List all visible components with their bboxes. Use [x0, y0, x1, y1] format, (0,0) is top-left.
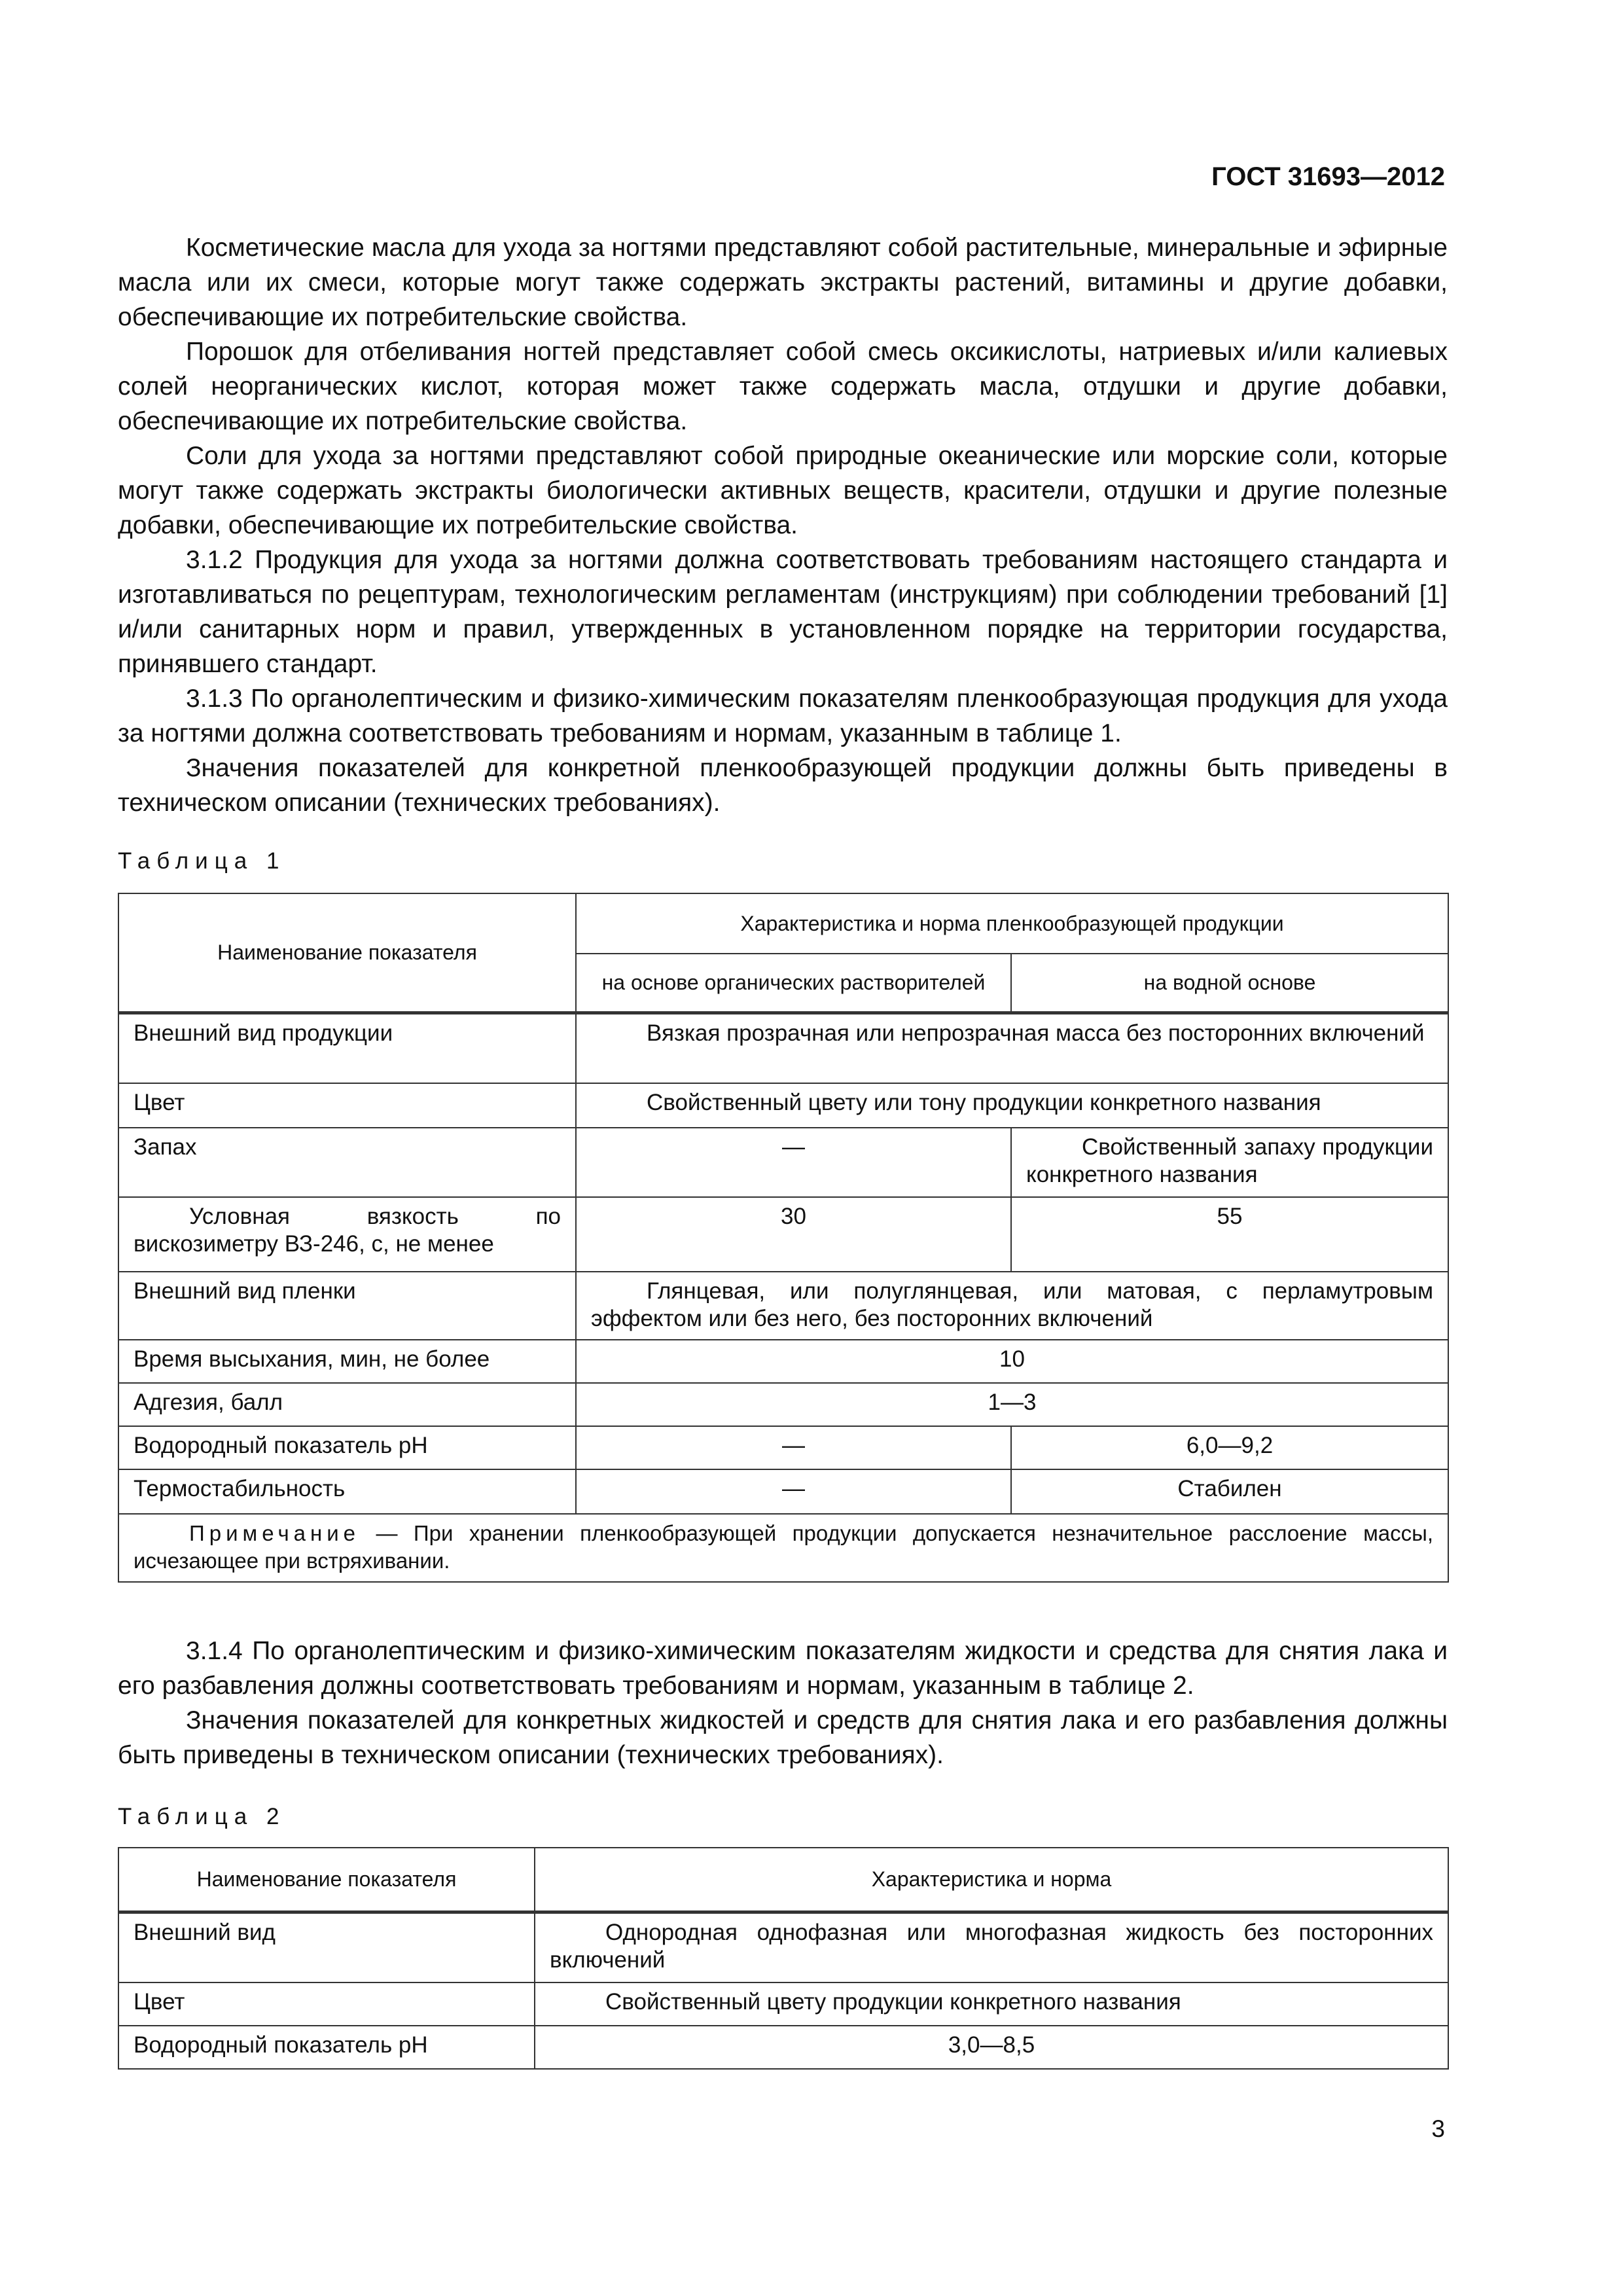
table1-cell-organic: 30	[576, 1197, 1011, 1272]
table1-cell-value: 1—3	[576, 1383, 1448, 1426]
table-row	[118, 1197, 1448, 1272]
paragraph-3-1-3: 3.1.3 По органолептическим и физико-химическим показателям пленкообразующая продукция для ухода за ногтями должна соответствовать требованиям и нормам, указанным в таблице 1.	[118, 685, 1448, 747]
table1-cell-name: Внешний вид продукции	[118, 1013, 576, 1083]
table1-cell-value: Свойственный цвету или тону продукции конкретного названия	[576, 1083, 1448, 1128]
paragraph-values-table1: Значения показателей для конкретной пленкообразующей продукции должны быть приведены в техническом описании (технических требованиях).	[118, 754, 1448, 817]
table1-cell-name: Водородный показатель рН	[118, 1426, 576, 1469]
paragraph-3-1-4: 3.1.4 По органолептическим и физико-химическим показателям жидкости и средства для снятия лака и его разбавления должны соответствовать требованиям и нормам, указанным в таблице 2.	[118, 1637, 1448, 1700]
table1-cell-organic: —	[576, 1426, 1011, 1469]
table-row	[118, 1340, 1448, 1383]
paragraph-3-1-2: 3.1.2 Продукция для ухода за ногтями должна соответствовать требованиям настоящего стандарта и изготавливаться по рецептурам, технологическим регламентам (инструкциям) при соблюдении требований [1] и/или санитарных норм и правил, утвержденных в установленном порядке на территории государства, принявшего стандарт.	[118, 546, 1448, 678]
intro-text	[118, 230, 1448, 820]
table1-note-row	[118, 1514, 1448, 1582]
table2-cell-name: Водородный показатель рН	[118, 2026, 535, 2069]
table2-header-name: Наименование показателя	[118, 1848, 535, 1912]
paragraph-values-table2: Значения показателей для конкретных жидкостей и средств для снятия лака и его разбавления должны быть приведены в техническом описании (технических требованиях).	[118, 1706, 1448, 1769]
table1-header-water: на водной основе	[1011, 954, 1448, 1013]
table1-cell-organic: —	[576, 1128, 1011, 1197]
table1-cell-name: Условная вязкость по вискозиметру ВЗ-246, с, не менее	[118, 1197, 576, 1272]
table1-header-name: Наименование показателя	[118, 893, 576, 1013]
table-1	[118, 893, 1449, 1583]
table-2	[118, 1847, 1449, 2070]
table1-cell-value: Вязкая прозрачная или непрозрачная масса без посторонних включений	[576, 1013, 1448, 1083]
table-row	[118, 1426, 1448, 1469]
table2-cell-value: Однородная однофазная или многофазная жидкость без посторонних включений	[535, 1912, 1448, 1982]
table1-cell-value: Глянцевая, или полуглянцевая, или матовая, с перламутровым эффектом или без него, без посторонних включений	[576, 1272, 1448, 1340]
table1-header-group: Характеристика и норма пленкообразующей продукции	[576, 893, 1448, 954]
table-row	[118, 1912, 1448, 1982]
table1-cell-organic: —	[576, 1469, 1011, 1514]
table-row	[118, 1083, 1448, 1128]
table1-cell-water: Стабилен	[1011, 1469, 1448, 1514]
middle-text	[118, 1634, 1448, 1772]
note-text: — При хранении пленкообразующей продукции допускается незначительное расслоение массы, исчезающее при встряхивании.	[134, 1521, 1434, 1573]
table2-cell-name: Цвет	[118, 1982, 535, 2026]
table1-cell-water: Свойственный запаху продукции конкретного названия	[1011, 1128, 1448, 1197]
document-id: ГОСТ 31693—2012	[1211, 162, 1445, 191]
note-label: Примечание	[189, 1521, 361, 1545]
table1-cell-water: 55	[1011, 1197, 1448, 1272]
table-row	[118, 1982, 1448, 2026]
table1-header-organic: на основе органических растворителей	[576, 954, 1011, 1013]
table-row	[118, 1469, 1448, 1514]
table1-cell-name: Цвет	[118, 1083, 576, 1128]
table2-cell-value: 3,0—8,5	[535, 2026, 1448, 2069]
table1-cell-name: Запах	[118, 1128, 576, 1197]
paragraph-salts: Соли для ухода за ногтями представляют собой природные океанические или морские соли, которые могут также содержать экстракты биологически активных веществ, красители, отдушки и другие полезные добавки, обеспечивающие их потребительские свойства.	[118, 442, 1448, 539]
table-row	[118, 1272, 1448, 1340]
table1-caption: Таблица 1	[118, 848, 286, 874]
paragraph-oils: Косметические масла для ухода за ногтями представляют собой растительные, минеральные и эфирные масла или их смеси, которые могут также содержать экстракты растений, витамины и другие добавки, обеспечивающие их потребительские свойства.	[118, 234, 1448, 331]
table1-note	[118, 1514, 1448, 1582]
table1-cell-name: Время высыхания, мин, не более	[118, 1340, 576, 1383]
table1-cell-name: Термостабильность	[118, 1469, 576, 1514]
table1-cell-value: 10	[576, 1340, 1448, 1383]
table2-cell-value: Свойственный цвету продукции конкретного названия	[535, 1982, 1448, 2026]
table-row	[118, 1013, 1448, 1083]
table2-cell-name: Внешний вид	[118, 1912, 535, 1982]
table2-caption: Таблица 2	[118, 1804, 286, 1829]
table-row	[118, 1128, 1448, 1197]
table1-cell-name: Внешний вид пленки	[118, 1272, 576, 1340]
paragraph-powder: Порошок для отбеливания ногтей представляет собой смесь оксикислоты, натриевых и/или калиевых солей неорганических кислот, которая может также содержать масла, отдушки и другие добавки, обеспечивающие их потребительские свойства.	[118, 338, 1448, 435]
table1-cell-name: Адгезия, балл	[118, 1383, 576, 1426]
page-number: 3	[1431, 2115, 1445, 2142]
table-row	[118, 1383, 1448, 1426]
table2-header-value: Характеристика и норма	[535, 1848, 1448, 1912]
table-row	[118, 2026, 1448, 2069]
table1-cell-water: 6,0—9,2	[1011, 1426, 1448, 1469]
